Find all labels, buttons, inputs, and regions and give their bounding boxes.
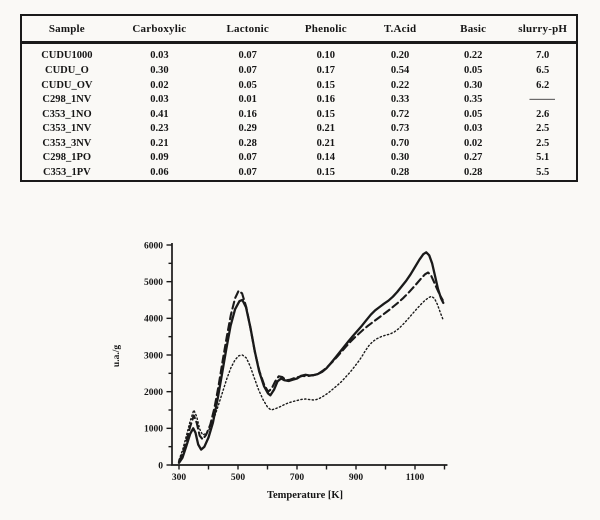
table-cell: 0.28 bbox=[390, 166, 410, 178]
table-cell: 5.1 bbox=[536, 152, 550, 164]
table-cell: 7.0 bbox=[536, 50, 550, 62]
table-cell: 0.02 bbox=[150, 79, 169, 91]
table-cell: 0.30 bbox=[150, 65, 169, 77]
table-cell: 0.28 bbox=[464, 166, 483, 178]
table-cell: 0.30 bbox=[390, 152, 410, 164]
table-cell: 0.73 bbox=[390, 123, 410, 135]
x-tick-label: 300 bbox=[171, 473, 187, 483]
table-cell: 6.2 bbox=[536, 79, 550, 91]
table-cell: 0.17 bbox=[316, 65, 336, 77]
y-tick-label: 2000 bbox=[144, 388, 163, 399]
table-cell: 0.05 bbox=[238, 79, 257, 91]
x-tick-label: 700 bbox=[289, 473, 305, 483]
table-cell: 2.5 bbox=[536, 137, 550, 149]
table-cell: 0.29 bbox=[238, 123, 257, 135]
y-tick-label: 6000 bbox=[144, 241, 163, 252]
table-cell: 0.23 bbox=[150, 123, 169, 135]
x-tick-label: 500 bbox=[230, 473, 246, 483]
table-cell: 0.22 bbox=[464, 50, 483, 62]
table-cell: 0.30 bbox=[464, 79, 483, 91]
table-cell: 0.03 bbox=[464, 123, 483, 135]
table-cell: 0.70 bbox=[390, 137, 410, 149]
sample-name-cell: C353_1NV bbox=[42, 123, 92, 135]
table-cell: 0.54 bbox=[390, 65, 410, 77]
table-cell: 0.21 bbox=[316, 137, 336, 149]
table-cell: 0.20 bbox=[390, 50, 410, 62]
table-cell: 0.21 bbox=[150, 137, 169, 149]
y-tick-label: 0 bbox=[158, 461, 163, 472]
table-cell: 0.03 bbox=[150, 94, 169, 106]
x-tick-label: 900 bbox=[348, 473, 364, 483]
sample-name-cell: CUDU_O bbox=[44, 65, 89, 77]
table-cell: 0.72 bbox=[390, 108, 410, 120]
table-cell: 0.27 bbox=[464, 152, 483, 164]
table-cell: 0.22 bbox=[390, 79, 410, 91]
table-cell: 0.07 bbox=[238, 50, 257, 62]
table-cell: 0.15 bbox=[316, 166, 336, 178]
series-thermogram-dotted bbox=[179, 296, 443, 460]
y-tick-label: 5000 bbox=[144, 278, 163, 289]
column-header: Carboxylic bbox=[112, 16, 207, 43]
table-cell: 0.01 bbox=[238, 94, 257, 106]
table-cell: 0.41 bbox=[150, 108, 169, 120]
x-axis-title: Temperature [K] bbox=[266, 490, 344, 501]
sample-name-cell: CUDU1000 bbox=[41, 50, 93, 62]
sample-name-cell: C298_1NV bbox=[42, 94, 92, 106]
table-cell: 0.02 bbox=[464, 137, 483, 149]
sample-name-cell: C353_3NV bbox=[42, 137, 92, 149]
table-cell: 0.28 bbox=[238, 137, 257, 149]
y-axis-title: u.a./g bbox=[112, 344, 122, 368]
table-cell: 0.15 bbox=[316, 108, 336, 120]
sample-name-cell: C353_1PV bbox=[42, 166, 91, 178]
table-cell: 0.05 bbox=[464, 65, 483, 77]
y-tick-label: 4000 bbox=[144, 314, 163, 325]
y-tick-label: 3000 bbox=[144, 351, 163, 362]
table-cell: 0.09 bbox=[150, 152, 169, 164]
sample-name-cell: CUDU_OV bbox=[41, 79, 93, 91]
column-header: T.Acid bbox=[363, 16, 437, 43]
series-thermogram-dashed bbox=[179, 273, 443, 462]
table-cell: 0.10 bbox=[316, 50, 336, 62]
table-cell: 0.07 bbox=[238, 166, 257, 178]
table-cell: 0.06 bbox=[150, 166, 169, 178]
sample-name-cell: C353_1NO bbox=[42, 108, 92, 120]
column-header: Basic bbox=[437, 16, 510, 43]
column-header: Lactonic bbox=[207, 16, 288, 43]
y-tick-label: 1000 bbox=[144, 424, 163, 435]
table-cell: 5.5 bbox=[536, 166, 550, 178]
table-cell: 0.14 bbox=[316, 152, 336, 164]
column-header: Phenolic bbox=[288, 16, 363, 43]
table-cell: 2.6 bbox=[536, 108, 550, 120]
table-cell: 0.33 bbox=[390, 94, 410, 106]
table-cell: 0.03 bbox=[150, 50, 169, 62]
table-cell: 0.15 bbox=[316, 79, 336, 91]
table-cell: 0.05 bbox=[464, 108, 483, 120]
table-cell: 0.07 bbox=[238, 152, 257, 164]
column-header: Sample bbox=[22, 16, 112, 43]
table-cell: 0.16 bbox=[316, 94, 336, 106]
table-cell: 6.5 bbox=[536, 65, 550, 77]
table-cell: 0.35 bbox=[464, 94, 483, 106]
table-cell: 0.16 bbox=[238, 108, 257, 120]
x-tick-label: 1100 bbox=[405, 473, 425, 483]
series-thermogram-solid bbox=[179, 252, 443, 462]
column-header: slurry-pH bbox=[509, 16, 576, 43]
sample-name-cell: C298_1PO bbox=[42, 152, 92, 164]
table-cell: 0.07 bbox=[238, 65, 257, 77]
missing-value-dash: — bbox=[530, 94, 556, 106]
table-cell: 2.5 bbox=[536, 123, 550, 135]
table-cell: 0.21 bbox=[316, 123, 336, 135]
axes-lines bbox=[172, 243, 447, 465]
